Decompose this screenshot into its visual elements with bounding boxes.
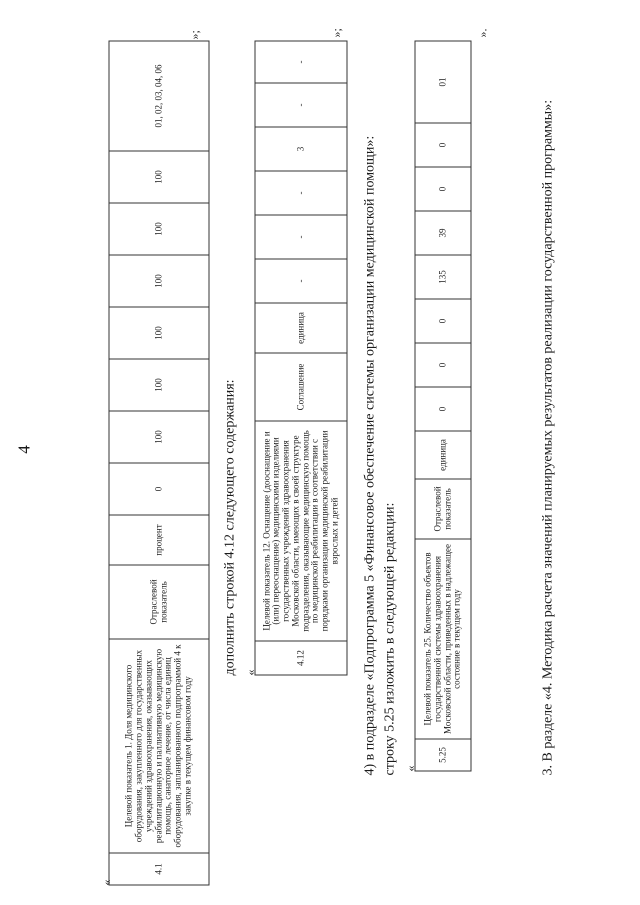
value-cell: 39 xyxy=(415,211,471,255)
value-cell: 3 xyxy=(255,127,347,171)
reference-cell: 01 xyxy=(415,41,471,123)
indicator-type: Отраслевой показатель xyxy=(109,565,209,639)
value-cell: 100 xyxy=(109,203,209,255)
row-number: 4.12 xyxy=(255,641,347,675)
value-cell: 100 xyxy=(109,255,209,307)
page-number: 4 xyxy=(14,444,33,454)
reference-cell: 01, 02, 03, 04, 06 xyxy=(109,41,209,151)
instruction-text-2b: строку 5.25 изложить в следующей редакции: xyxy=(382,502,397,775)
unit-cell: процент xyxy=(109,515,209,565)
indicator-name: Целевой показатель 1. Доля медицинского оборудования, закупленного для государственных учреждений здравоохранения, оказывающих реабилитационную и паллиативную медицинскую помощь, санаторное лечение, от числа единиц оборудования, запланированного подпрограммой 4 к закупке в текущем финансовом году xyxy=(109,639,209,853)
unit-cell: единица xyxy=(255,303,347,353)
value-cell: 0 xyxy=(109,463,209,515)
value-cell: 0 xyxy=(415,387,471,431)
value-cell: 100 xyxy=(109,359,209,411)
quote-close-2: »; xyxy=(329,27,343,37)
indicator-type: Отраслевой показатель xyxy=(415,479,471,539)
table-row xyxy=(415,41,471,771)
value-cell: 0 xyxy=(415,167,471,211)
value-cell: - xyxy=(255,171,347,215)
indicator-type: Соглашение xyxy=(255,353,347,421)
unit-cell: единица xyxy=(415,431,471,479)
value-cell: - xyxy=(255,41,347,83)
value-cell: - xyxy=(255,215,347,259)
value-cell: 0 xyxy=(415,299,471,343)
value-cell: 0 xyxy=(415,343,471,387)
value-cell: 135 xyxy=(415,255,471,299)
instruction-text-2a: 4) в подразделе «Подпрограмма 5 «Финансовое обеспечение системы организации медицинской помощи»: xyxy=(362,135,377,775)
indicator-table-4-12 xyxy=(254,40,347,675)
value-cell: - xyxy=(255,259,347,303)
indicator-name: Целевой показатель 12. Оснащение (дооснащение и (или) переоснащение) медицинскими изделиями государственных учреждений здравоохранения Московской области, имеющих в своей структуре подразделения, оказывающие медицинскую помощь по медицинской реабилитации в соответствии с порядками организации медицинской реабилитации взрослых и детей xyxy=(255,421,347,641)
value-cell: - xyxy=(255,83,347,127)
value-cell: 100 xyxy=(109,151,209,203)
row-number: 5.25 xyxy=(415,739,471,771)
indicator-table-4-1 xyxy=(108,40,209,885)
quote-open-2: « xyxy=(243,669,257,675)
indicator-table-5-25 xyxy=(414,40,471,771)
quote-open-3: « xyxy=(403,765,417,771)
section-heading-3: 3. В разделе «4. Методика расчета значений планируемых результатов реализации государственной программы»: xyxy=(540,99,555,775)
value-cell: 100 xyxy=(109,307,209,359)
value-cell: 0 xyxy=(415,123,471,167)
quote-open-1: « xyxy=(99,879,113,885)
table-row xyxy=(255,41,347,675)
quote-close-1: »; xyxy=(187,29,201,39)
table-row xyxy=(109,41,209,885)
quote-close-3: ». xyxy=(475,28,489,37)
indicator-name: Целевой показатель 25. Количество объектов государственной системы здравоохранения Московской области, приведенных в надлежащее состояние в текущем году xyxy=(415,539,471,739)
row-number: 4.1 xyxy=(109,853,209,885)
value-cell: 100 xyxy=(109,411,209,463)
instruction-text-1: дополнить строкой 4.12 следующего содержания: xyxy=(222,378,237,675)
